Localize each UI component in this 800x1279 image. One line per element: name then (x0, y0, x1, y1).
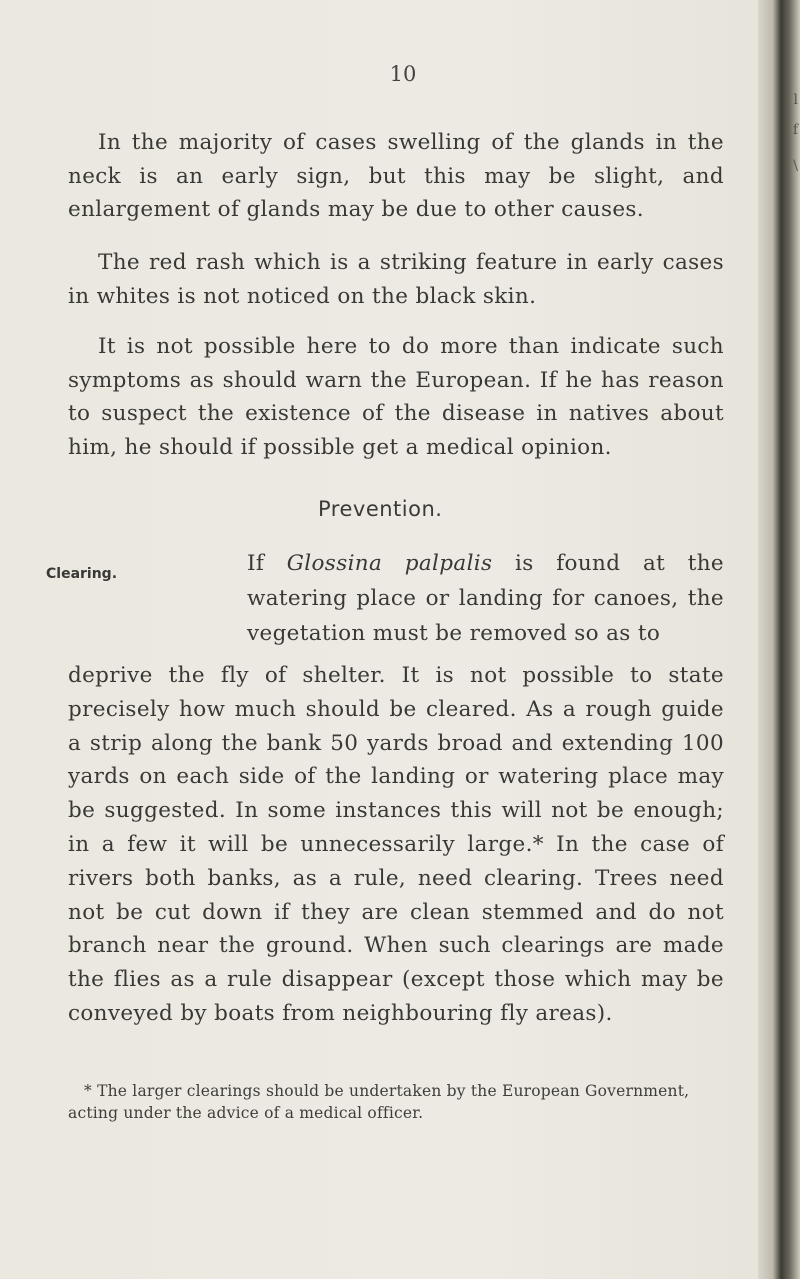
edge-mark: f (792, 122, 798, 138)
edge-mark: l (793, 92, 798, 108)
section-heading: Prevention. (318, 497, 443, 521)
page-number: 10 (389, 62, 417, 86)
margin-note: Clearing. (46, 566, 118, 582)
page-binding-edge (758, 0, 800, 1279)
paragraph-glands: In the majority of cases swelling of the glands in the neck is an early sign, but this may be slight, and enlargement of glands may be due to other causes. (68, 130, 724, 222)
clearing-body: deprive the fly of shelter. It is not possible to state precisely how much should be cleared. As a rough guide a strip along the bank 50 yards broad and extending 100 yards on each side of the landing or watering place may be suggested. In some instances this will not be enough; in a few it will be unnecessarily large.* In the case of rivers both banks, as a rule, need clearing. Trees need not be cut down if they are clean stemmed and do not branch near the ground. When such clearings are made the flies as a rule disappear (except those which may be conveyed by boats from neighbouring fly areas). (68, 663, 724, 1026)
footnote: * The larger clearings should be undertaken by the European Government, acting under the advice of a medical officer. (68, 1082, 690, 1122)
clearing-opening (247, 546, 724, 651)
edge-mark: \ (793, 158, 798, 174)
paragraph-symptoms: It is not possible here to do more than indicate such symptoms as should warn the European. If he has reason to suspect the existence of the disease in natives about him, he should if possible get a medical opinion. (68, 334, 724, 460)
paragraph-rash: The red rash which is a striking feature in early cases in whites is not noticed on the black skin. (68, 250, 724, 309)
clearing-lead: If (247, 551, 265, 576)
species-name: Glossina palpalis (286, 551, 493, 576)
clearing-opening-text: is found at the watering place or landing for canoes, the vegetation must be removed so as to (247, 551, 724, 646)
